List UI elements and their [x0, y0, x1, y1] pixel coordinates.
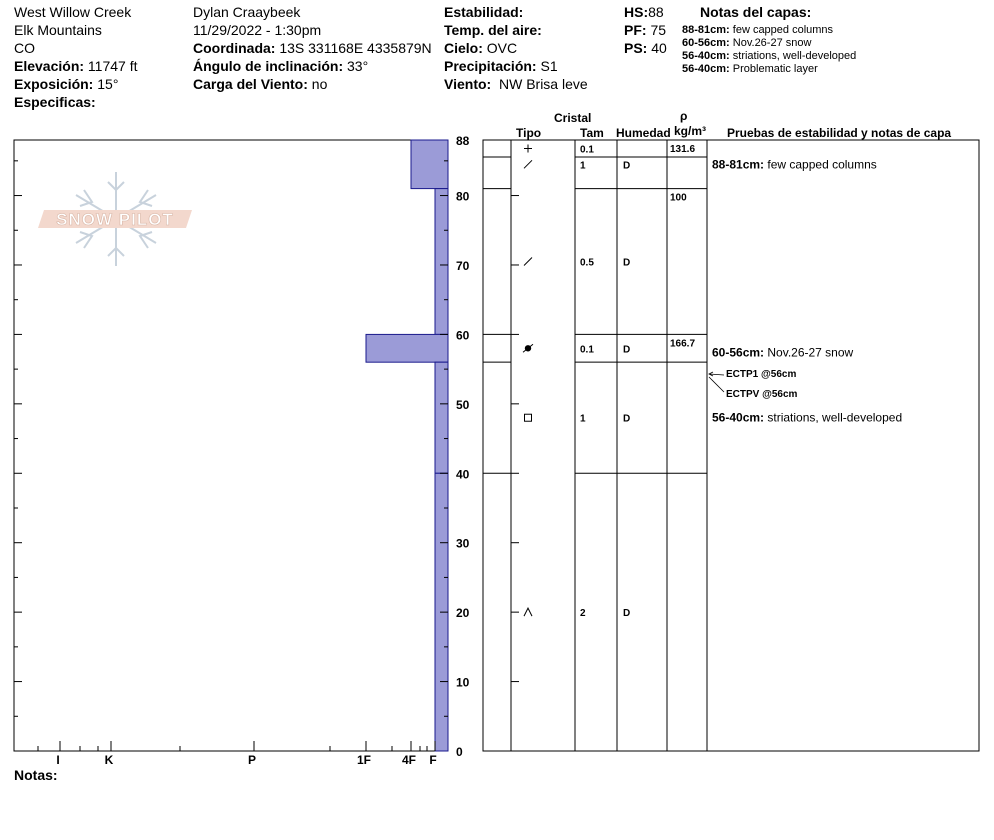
layer-notes-title: Notas del capas: [700, 4, 812, 20]
state: CO [14, 40, 35, 56]
coord-value: 13S 331168E 4335879N [279, 40, 432, 56]
elevation-value: 11747 ft [87, 58, 138, 74]
notes-label: Notas: [14, 767, 58, 783]
layer-note-text: few capped columns [732, 24, 834, 36]
density-unit-header: kg/m³ [674, 124, 707, 138]
table-depth-ticks [511, 196, 519, 682]
observer: Dylan Craaybeek [193, 4, 301, 20]
mountain-range: Elk Mountains [14, 22, 102, 38]
wind-load-value: no [311, 76, 328, 92]
wind-load-label: Carga del Viento: [193, 76, 308, 92]
hardness-bar [366, 334, 448, 362]
depth-label: 80 [456, 189, 470, 204]
slope-value: 33° [347, 58, 369, 74]
layer-table-frame [483, 140, 979, 751]
layer-test-note: 56-40cm: striations, well-developed [712, 410, 903, 425]
hardness-ticks [38, 741, 437, 767]
aspect-value: 15° [97, 76, 119, 92]
density: 166.7 [670, 338, 696, 350]
depth-label: 30 [456, 536, 470, 551]
precip-label: Precipitación: [444, 58, 537, 74]
hardness-label: K [104, 753, 114, 767]
grain-type-icon [524, 608, 532, 616]
precip-value: S1 [540, 58, 558, 74]
location-name: West Willow Creek [14, 4, 132, 20]
size-header: Tam [580, 126, 604, 140]
grain-size: 0.1 [580, 344, 594, 356]
sky-value: OVC [486, 40, 518, 56]
grain-size: 0.1 [580, 144, 594, 156]
grain-type-icon [523, 344, 533, 352]
layer-test-note: 88-81cm: few capped columns [712, 157, 877, 172]
hardness-label: I [56, 753, 60, 767]
depth-label: 70 [456, 258, 470, 273]
grain-type-icon [524, 145, 532, 153]
coord-label: Coordinada: [193, 40, 276, 56]
hardness-bars [366, 140, 448, 751]
layer-table-rows [483, 144, 902, 619]
ps-value: 40 [651, 40, 667, 56]
grain-type-icon [524, 160, 532, 168]
depth-label: 20 [456, 606, 470, 621]
depth-label: 50 [456, 397, 470, 412]
grain-type-icon [524, 258, 532, 266]
hardness-panel-frame [14, 140, 448, 751]
test-result: ECTP1 @56cm [726, 369, 797, 380]
hardness-label: 1F [356, 753, 372, 767]
layer-test-note: 60-56cm: Nov.26-27 snow [712, 345, 854, 360]
rho-header: ρ [680, 109, 688, 123]
depth-label: 0 [456, 745, 463, 759]
grain-size: 1 [580, 413, 586, 425]
type-header: Tipo [516, 126, 542, 140]
moisture-header: Humedad [616, 126, 671, 140]
layer-note-range: 60-56cm: [682, 37, 730, 49]
sky-label: Cielo: [444, 40, 483, 56]
hs-value: 88 [648, 4, 664, 20]
crystal-header: Cristal [554, 111, 592, 125]
grain-size: 2 [580, 608, 586, 620]
layer-note-text: Nov.26-27 snow [732, 37, 812, 49]
moisture: D [623, 608, 631, 620]
grain-size: 0.5 [580, 257, 594, 269]
layer-note-range: 88-81cm: [682, 24, 730, 36]
moisture: D [623, 257, 631, 269]
depth-label: 40 [456, 467, 470, 482]
pf-label: PF: [624, 22, 647, 38]
grain-type-icon [525, 414, 532, 421]
hs-label: HS: [624, 4, 649, 20]
pf-value: 75 [650, 22, 667, 38]
hardness-label: F [429, 753, 437, 767]
hardness-label: P [247, 753, 257, 767]
layer-note-range: 56-40cm: [682, 63, 730, 75]
datetime: 11/29/2022 - 1:30pm [193, 22, 322, 38]
depth-axis [14, 134, 470, 759]
logo-text: SNOW PILOT [56, 210, 174, 229]
density: 131.6 [670, 144, 696, 155]
air-temp-label: Temp. del aire: [444, 22, 542, 38]
depth-label: 60 [456, 328, 470, 343]
wind-label: Viento: [444, 76, 492, 92]
depth-label: 10 [456, 675, 470, 690]
slope-label: Ángulo de inclinación: [193, 58, 344, 74]
aspect-label: Exposición: [14, 76, 94, 92]
ps-label: PS: [624, 40, 648, 56]
elevation-label: Elevación: [14, 58, 85, 74]
test-arrows [709, 372, 724, 392]
layer-note-range: 56-40cm: [682, 50, 730, 62]
layer-note-text: Problematic layer [732, 63, 818, 75]
moisture: D [623, 160, 631, 172]
specifics-label: Especificas: [14, 94, 96, 110]
moisture: D [623, 344, 631, 356]
test-result: ECTPV @56cm [726, 389, 798, 400]
hardness-bar [435, 189, 448, 335]
tests-header: Pruebas de estabilidad y notas de capa [727, 126, 952, 140]
density: 100 [670, 192, 687, 204]
hardness-label: 4F [401, 753, 417, 767]
stability-label: Estabilidad: [444, 4, 524, 20]
moisture: D [623, 413, 631, 425]
depth-label: 88 [456, 134, 470, 148]
grain-size: 1 [580, 160, 586, 172]
layer-note-text: striations, well-developed [732, 50, 857, 62]
hardness-bar [411, 140, 448, 189]
wind-value: NW Brisa leve [498, 76, 588, 92]
hardness-bar [435, 362, 448, 473]
